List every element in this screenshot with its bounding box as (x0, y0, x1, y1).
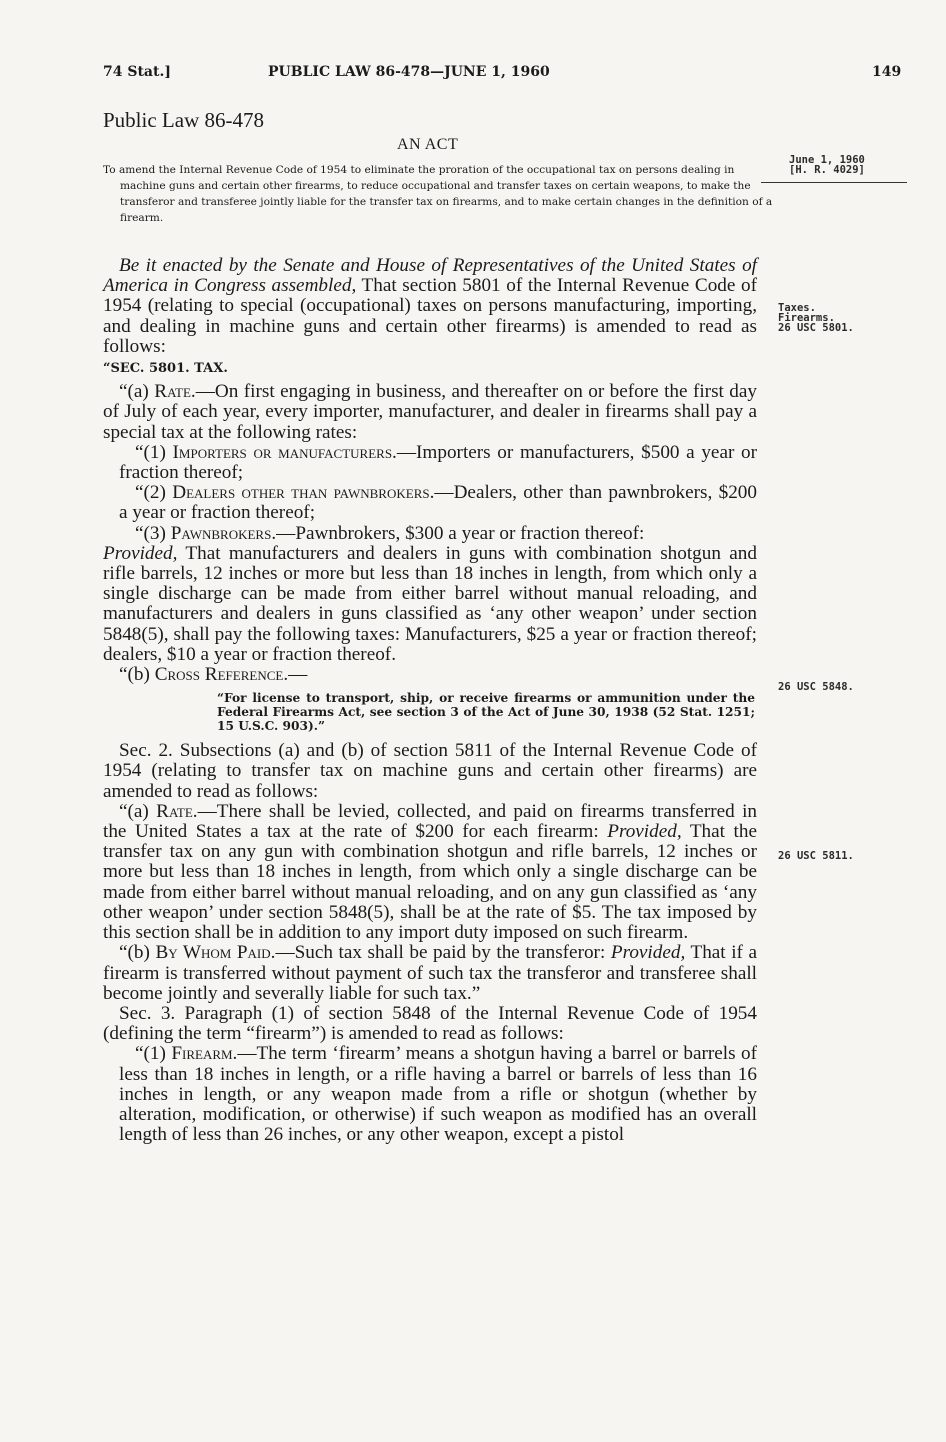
running-title: PUBLIC LAW 86-478—JUNE 1, 1960 (268, 64, 550, 80)
subsection-label: “(b) (119, 664, 155, 686)
subsection-b-cross-reference (103, 665, 757, 685)
statute-reference: 74 Stat.] (103, 64, 171, 80)
subsection-label: “(a) (119, 800, 157, 822)
paragraph-text: —Pawnbrokers, $300 a year or fraction thereof: (276, 522, 645, 544)
subsection-text: —There shall be levied, collected, and paid on firearms transferred in the United States a tax at the rate of $200 for each firearm: (103, 800, 757, 843)
section-3: Sec. 3. Paragraph (1) of section 5848 of the Internal Revenue Code of 1954 (defining the term “firearm”) is amended to read as follows: (103, 1002, 757, 1045)
subsection-a-rate (103, 382, 757, 443)
paragraph-pawnbrokers (103, 524, 757, 544)
paragraph-caption: Firearm. (171, 1043, 238, 1065)
paragraph-text: —Dealers, other than pawnbrokers, $200 a year or fraction thereof; (119, 482, 757, 524)
enacting-text: That section 5801 of the Internal Revenue Code of 1954 (relating to special (occupational) taxes on persons manufacturing, importing, and dealing in machine guns and certain other firearms) is amended to read as follows: (103, 275, 757, 357)
paragraph-caption: Pawnbrokers. (170, 522, 277, 544)
act-purpose-text: To amend the Internal Revenue Code of 1954 to eliminate the proration of the occupational tax on persons dealing in machine guns and certain other firearms, to reduce occupational and transfer taxes on certain weapons, to make the transferor and transferee jointly liable for the transfer tax on firearms, and to make certain changes in the definition of a firearm. (103, 164, 773, 224)
proviso-text: That if a firearm is transferred without payment of such tax the transferor and transferee shall become jointly and severally liable for such tax.” (103, 942, 757, 1004)
margin-note-usc-5801: 26 USC 5801. (778, 322, 854, 334)
margin-rule (761, 182, 907, 183)
margin-note-taxes (778, 303, 854, 333)
subsection-label: “(a) (119, 381, 155, 403)
paragraph-caption: Dealers other than pawnbrokers. (172, 482, 435, 504)
subsection-text: —Such tax shall be paid by the transferor: (275, 942, 611, 964)
section-3-paragraph-firearm (103, 1044, 757, 1145)
enacting-formula: Be it enacted by the Senate and House of Representatives of the United States of America in Congress assembled, (103, 255, 757, 297)
public-law-heading: Public Law 86-478 (103, 108, 264, 132)
proviso-label: Provided, (610, 942, 686, 964)
subsection-caption: By Whom Paid. (155, 942, 276, 964)
section-2-subsection-a (103, 802, 757, 943)
paragraph-importers (103, 443, 757, 483)
margin-note-taxes-line: Taxes. (778, 302, 816, 314)
paragraph-caption: Importers or manufacturers. (172, 441, 397, 463)
margin-note-usc-5811: 26 USC 5811. (778, 850, 854, 862)
paragraph-label: “(1) (135, 441, 173, 463)
section-2-subsection-b (103, 943, 757, 1004)
margin-note-bill-number: [H. R. 4029] (789, 164, 865, 176)
paragraph-label: “(1) (135, 1043, 172, 1065)
act-body (103, 256, 757, 1145)
proviso-label: Provided, (607, 821, 682, 843)
paragraph-label: “(3) (135, 522, 171, 544)
an-act-heading: AN ACT (397, 136, 459, 153)
margin-note-date (789, 155, 889, 175)
running-head (0, 64, 946, 86)
subsection-caption: Cross Reference. (154, 664, 289, 686)
subsection-label: “(b) (119, 942, 156, 964)
paragraph-text: —Importers or manufacturers, $500 a year or fraction thereof; (119, 441, 757, 484)
section-2: Sec. 2. Subsections (a) and (b) of section 5811 of the Internal Revenue Code of 1954 (relating to transfer tax on machine guns and certain other firearms) are amended to read as follows: (103, 740, 757, 802)
paragraph-text: —The term ‘firearm’ means a shotgun having a barrel or barrels of less than 18 inches in length, or a rifle having a barrel or barrels of less than 16 inches in length, or any weapon made from a rifle or shotgun (whether by alteration, modification, or otherwise) if such weapon as modified has an overall length of less than 26 inches, or any other weapon, except a pistol (119, 1043, 758, 1146)
margin-note-date-line: June 1, 1960 (789, 154, 865, 166)
section-5801-heading: “SEC. 5801. TAX. (103, 361, 228, 377)
cross-reference-note: “For license to transport, ship, or receive firearms or ammunition under the Federal Firearms Act, see section 3 of the Act of June 30, 1938 (52 Stat. 1251; 15 U.S.C. 903).” (217, 691, 755, 734)
proviso-paragraph (103, 544, 757, 665)
subsection-text: — (288, 664, 308, 686)
proviso-label: Provided, (103, 542, 178, 564)
proviso-text: That manufacturers and dealers in guns with combination shotgun and rifle barrels, 12 inches or more but less than 18 inches in length, from which only a single discharge can be made from either barrel without manual reloading, and manufacturers and dealers in guns classified as ‘any other weapon’ under section 5848(5), shall pay the following taxes: Manufacturers, $25 a year or fraction thereof; dealers, $10 a year or fraction thereof. (103, 542, 757, 665)
act-purpose (103, 162, 776, 226)
subsection-caption: Rate. (154, 381, 196, 403)
margin-note-usc-5848: 26 USC 5848. (778, 681, 854, 693)
enacting-clause (103, 256, 757, 357)
subsection-caption: Rate. (156, 800, 198, 822)
subsection-text: —On first engaging in business, and thereafter on or before the first day of July of each year, every importer, manufacturer, and dealer in firearms shall pay a special tax at the following rates: (103, 381, 758, 443)
paragraph-label: “(2) (135, 482, 173, 504)
proviso-text: That the transfer tax on any gun with combination shotgun and rifle barrels, 12 inches or more but less than 18 inches in length, from which only a single discharge can be made from either barrel without manual reloading, and on any gun classified as ‘any other weapon’ under section 5848(5), shall be at the rate of $5. The tax imposed by this section shall be in addition to any import duty imposed on such firearm. (103, 821, 757, 944)
page-number: 149 (872, 64, 902, 80)
paragraph-dealers (103, 483, 757, 523)
margin-note-firearms-line: Firearms. (778, 312, 835, 324)
